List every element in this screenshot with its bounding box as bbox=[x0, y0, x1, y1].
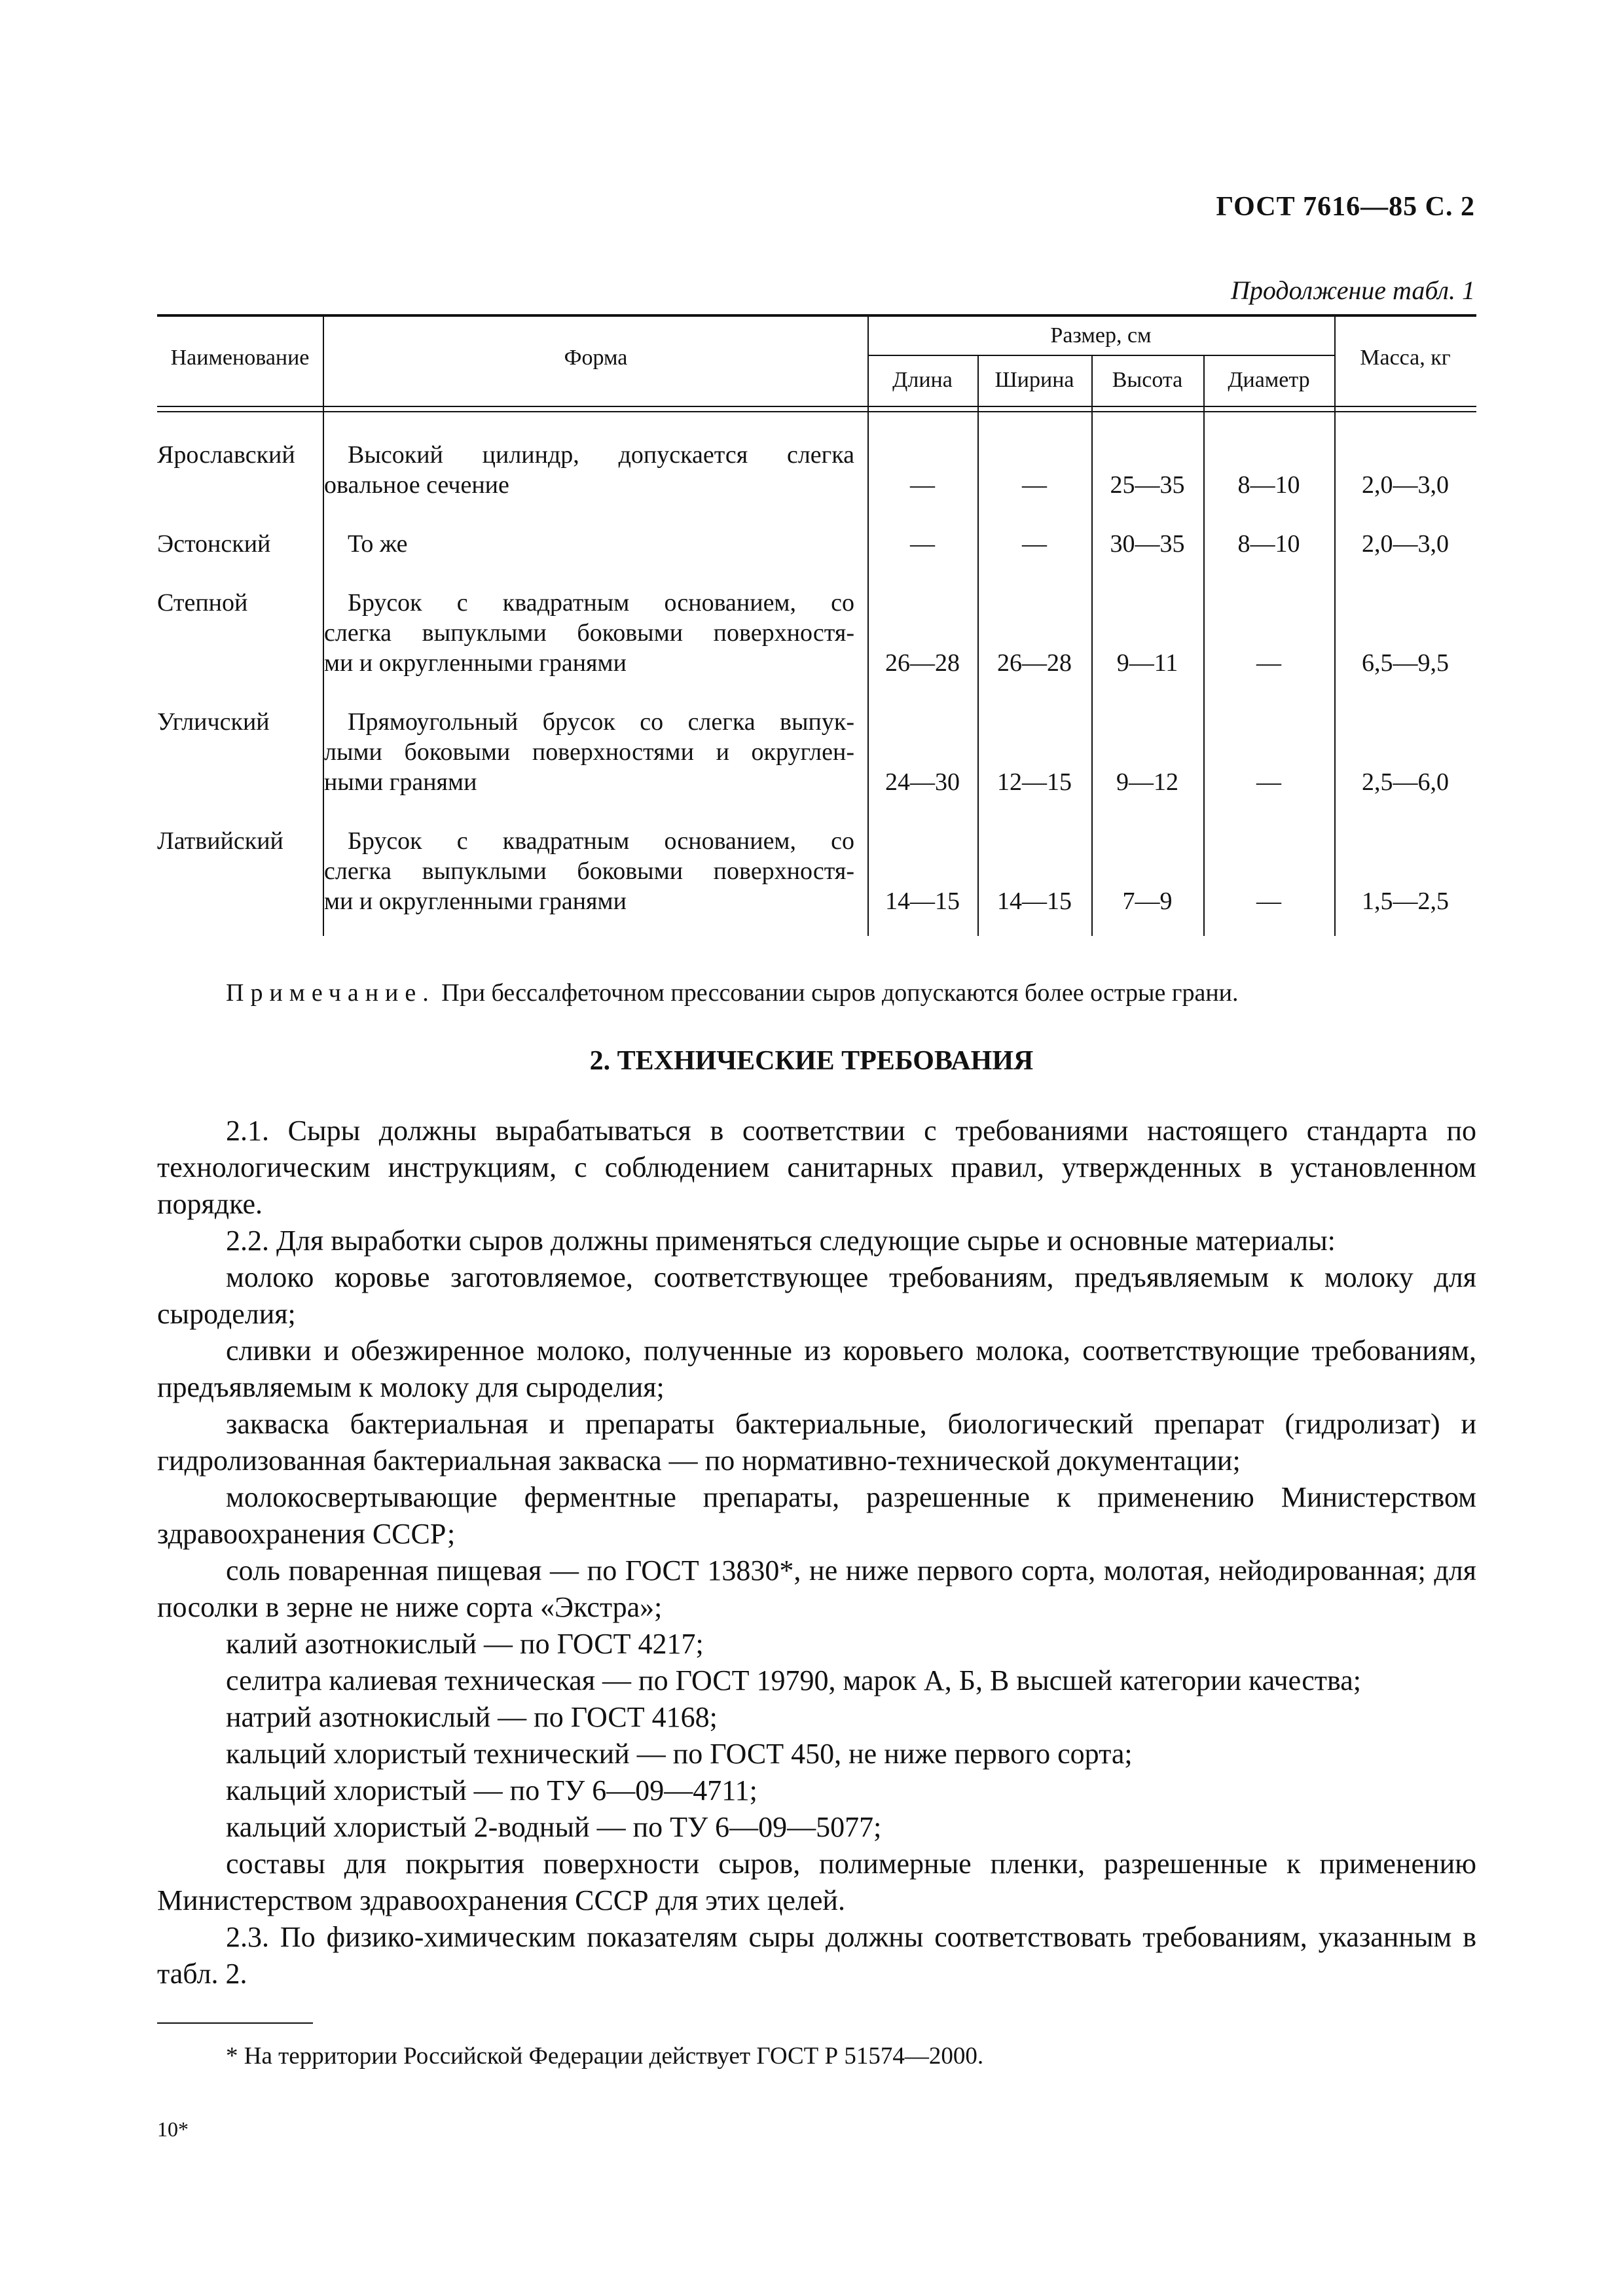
row-width: — bbox=[1022, 471, 1047, 499]
row-form-line: ными гранями bbox=[324, 768, 477, 796]
row-form-line: Прямоугольный брусок со слегка выпук- bbox=[348, 708, 854, 736]
row-height: 7—9 bbox=[1122, 888, 1173, 915]
row-width: 26—28 bbox=[997, 649, 1072, 677]
row-name: Эстонский bbox=[157, 530, 271, 558]
row-width: 12—15 bbox=[997, 768, 1072, 796]
row-form-line: Брусок с квадратным основанием, со bbox=[348, 589, 854, 617]
paragraph: сливки и обезжиренное молоко, полученные из коровьего молока, соответствующие требованиям, предъявляемым к молоку для сыроделия; bbox=[157, 1335, 1476, 1403]
row-mass: 2,0—3,0 bbox=[1362, 471, 1449, 499]
paragraph: натрий азотнокислый — по ГОСТ 4168; bbox=[226, 1701, 718, 1733]
row-width: — bbox=[1022, 530, 1047, 558]
row-length: 24—30 bbox=[885, 768, 960, 796]
row-form bbox=[324, 826, 854, 916]
size-group-rule bbox=[867, 355, 1334, 356]
row-form-line: лыми боковыми поверхностями и округлен- bbox=[324, 738, 854, 766]
paragraph: закваска бактериальная и препараты бактериальные, биологический препарат (гидролизат) и гидролизованная бактериальная закваска — по нормативно-технической документации; bbox=[157, 1408, 1476, 1477]
paragraph: составы для покрытия поверхности сыров, полимерные пленки, разрешенные к применению Министерством здравоохранения СССР для этих целей. bbox=[157, 1848, 1476, 1916]
footnote: * На территории Российской Федерации действует ГОСТ Р 51574—2000. bbox=[226, 2043, 984, 2070]
row-form-line: ми и округленными гранями bbox=[324, 888, 627, 915]
header-height: Высота bbox=[1112, 368, 1183, 392]
col-divider-length bbox=[977, 356, 979, 936]
dimensions-table bbox=[157, 314, 1476, 936]
row-diameter: — bbox=[1256, 768, 1281, 796]
row-name: Ярославский bbox=[157, 441, 295, 469]
row-height: 30—35 bbox=[1110, 530, 1185, 558]
row-form bbox=[324, 440, 854, 500]
row-mass: 1,5—2,5 bbox=[1362, 888, 1449, 915]
paragraph: 2.3. По физико-химическим показателям сыры должны соответствовать требованиям, указанным в табл. 2. bbox=[157, 1921, 1476, 1990]
paragraph: 2.2. Для выработки сыров должны применяться следующие сырье и основные материалы: bbox=[226, 1225, 1336, 1257]
paragraph: селитра калиевая техническая — по ГОСТ 19790, марок А, Б, В высшей категории качества; bbox=[226, 1664, 1361, 1696]
row-height: 25—35 bbox=[1110, 471, 1185, 499]
row-mass: 2,0—3,0 bbox=[1362, 530, 1449, 558]
row-form bbox=[324, 529, 854, 559]
note-label: Примечание. bbox=[226, 979, 435, 1007]
header-diameter: Диаметр bbox=[1228, 368, 1310, 392]
col-divider-width bbox=[1091, 356, 1093, 936]
row-width: 14—15 bbox=[997, 888, 1072, 915]
row-name: Латвийский bbox=[157, 827, 283, 855]
row-form-line: овальное сечение bbox=[324, 471, 509, 499]
document-reference: ГОСТ 7616—85 С. 2 bbox=[1216, 192, 1475, 222]
row-diameter: 8—10 bbox=[1237, 471, 1300, 499]
footnote-divider bbox=[157, 2022, 313, 2024]
row-mass: 6,5—9,5 bbox=[1362, 649, 1449, 677]
row-height: 9—12 bbox=[1116, 768, 1178, 796]
row-form-line: слегка выпуклыми боковыми поверхностя- bbox=[324, 619, 854, 647]
row-form bbox=[324, 707, 854, 797]
row-form-line: Брусок с квадратным основанием, со bbox=[348, 827, 854, 855]
paragraph: 2.1. Сыры должны вырабатываться в соответствии с требованиями настоящего стандарта по технологическим инструкциям, с соблюдением санитарных правил, утвержденных в установленном порядке. bbox=[157, 1115, 1476, 1220]
row-name: Степной bbox=[157, 589, 248, 617]
header-name: Наименование bbox=[170, 346, 310, 370]
paragraph: молокосвертывающие ферментные препараты, разрешенные к применению Министерством здравоохранения СССР; bbox=[157, 1481, 1476, 1550]
row-form-line: слегка выпуклыми боковыми поверхностя- bbox=[324, 857, 854, 885]
row-length: — bbox=[910, 471, 935, 499]
paragraph: кальций хлористый — по ТУ 6—09—4711; bbox=[226, 1774, 757, 1806]
row-length: — bbox=[910, 530, 935, 558]
paragraph: калий азотнокислый — по ГОСТ 4217; bbox=[226, 1628, 704, 1660]
row-form-line: ми и округленными гранями bbox=[324, 649, 627, 677]
paragraph: соль поваренная пищевая — по ГОСТ 13830*, не ниже первого сорта, молотая, нейодированная; для посолки в зерне не ниже сорта «Экстра»; bbox=[157, 1554, 1476, 1623]
paragraph: кальций хлористый технический — по ГОСТ 450, не ниже первого сорта; bbox=[226, 1738, 1133, 1770]
table-top-rule bbox=[157, 314, 1476, 317]
row-length: 14—15 bbox=[885, 888, 960, 915]
section-title: 2. ТЕХНИЧЕСКИЕ ТРЕБОВАНИЯ bbox=[589, 1046, 1034, 1076]
row-mass: 2,5—6,0 bbox=[1362, 768, 1449, 796]
note-text: При бессалфеточном прессовании сыров допускаются более острые грани. bbox=[435, 979, 1239, 1007]
row-diameter: 8—10 bbox=[1237, 530, 1300, 558]
section-body bbox=[157, 1113, 1476, 1992]
row-length: 26—28 bbox=[885, 649, 960, 677]
col-divider-form bbox=[867, 314, 869, 936]
paragraph: кальций хлористый 2-водный — по ТУ 6—09—5077; bbox=[226, 1811, 882, 1843]
col-divider-height bbox=[1203, 356, 1205, 936]
row-form bbox=[324, 588, 854, 678]
col-divider-diameter bbox=[1334, 314, 1336, 936]
row-form-line: То же bbox=[348, 530, 408, 558]
header-size-group: Размер, см bbox=[1050, 323, 1152, 348]
page-number: 10* bbox=[157, 2117, 189, 2141]
paragraph: молоко коровье заготовляемое, соответствующее требованиям, предъявляемым к молоку для сыроделия; bbox=[157, 1261, 1476, 1330]
header-bottom-rule-2 bbox=[157, 411, 1476, 412]
row-diameter: — bbox=[1256, 888, 1281, 915]
row-diameter: — bbox=[1256, 649, 1281, 677]
table-note bbox=[226, 978, 1239, 1007]
header-width: Ширина bbox=[994, 368, 1074, 392]
header-mass: Масса, кг bbox=[1360, 346, 1451, 370]
row-form-line: Высокий цилиндр, допускается слегка bbox=[348, 441, 854, 469]
table-continuation-label: Продолжение табл. 1 bbox=[1230, 276, 1475, 305]
header-form: Форма bbox=[564, 346, 628, 370]
header-length: Длина bbox=[892, 368, 953, 392]
header-bottom-rule-1 bbox=[157, 406, 1476, 407]
row-height: 9—11 bbox=[1116, 649, 1178, 677]
row-name: Угличский bbox=[157, 708, 270, 736]
